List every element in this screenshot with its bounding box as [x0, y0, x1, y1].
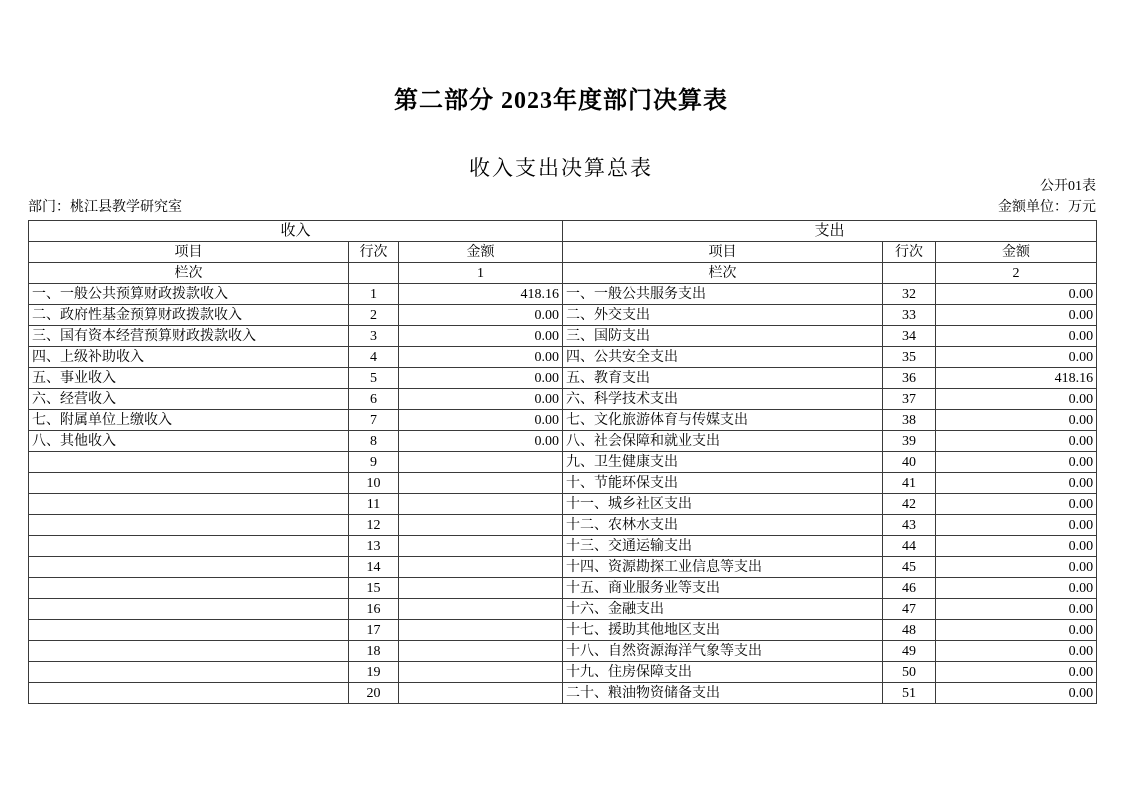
expenditure-amount-header: 金额	[936, 242, 1097, 263]
expenditure-amount-cell: 0.00	[936, 347, 1097, 368]
expenditure-amount-cell: 0.00	[936, 515, 1097, 536]
income-item-cell	[29, 662, 349, 683]
income-item-cell: 三、国有资本经营预算财政拨款收入	[29, 326, 349, 347]
expenditure-rowno-cell: 33	[883, 305, 936, 326]
income-item-cell	[29, 494, 349, 515]
income-item-cell: 四、上级补助收入	[29, 347, 349, 368]
income-amount-cell	[399, 473, 563, 494]
income-amount-cell	[399, 536, 563, 557]
income-rowno-cell: 14	[349, 557, 399, 578]
table-meta-row	[28, 199, 1096, 216]
income-rowno-cell: 5	[349, 368, 399, 389]
expenditure-rowno-cell: 43	[883, 515, 936, 536]
income-amount-cell: 0.00	[399, 305, 563, 326]
income-item-cell	[29, 452, 349, 473]
expenditure-amount-cell: 0.00	[936, 578, 1097, 599]
table-row	[29, 347, 1097, 368]
income-rowno-cell: 15	[349, 578, 399, 599]
table-row	[29, 641, 1097, 662]
expenditure-item-cell: 十八、自然资源海洋气象等支出	[563, 641, 883, 662]
expenditure-rowno-cell: 40	[883, 452, 936, 473]
income-amount-cell	[399, 578, 563, 599]
page-title: 第二部分 2023年度部门决算表	[394, 88, 728, 114]
expenditure-item-cell: 十六、金融支出	[563, 599, 883, 620]
income-rowno-cell: 9	[349, 452, 399, 473]
form-code-label: 公开01表	[1040, 179, 1096, 194]
income-index-label: 栏次	[29, 263, 349, 284]
expenditure-item-cell: 一、一般公共服务支出	[563, 284, 883, 305]
expenditure-rowno-cell: 41	[883, 473, 936, 494]
table-row	[29, 620, 1097, 641]
income-amount-cell: 0.00	[399, 326, 563, 347]
income-rowno-cell: 12	[349, 515, 399, 536]
expenditure-rowno-cell: 49	[883, 641, 936, 662]
income-rowno-cell: 17	[349, 620, 399, 641]
expenditure-amount-cell: 0.00	[936, 683, 1097, 704]
expenditure-rowno-cell: 50	[883, 662, 936, 683]
income-amount-cell: 0.00	[399, 368, 563, 389]
income-amount-cell	[399, 641, 563, 662]
table-row	[29, 431, 1097, 452]
expenditure-amount-cell: 418.16	[936, 368, 1097, 389]
table-row	[29, 284, 1097, 305]
income-item-cell: 七、附属单位上缴收入	[29, 410, 349, 431]
income-amount-cell	[399, 662, 563, 683]
expenditure-rowno-cell: 35	[883, 347, 936, 368]
expenditure-item-cell: 二十、粮油物资储备支出	[563, 683, 883, 704]
income-item-cell	[29, 641, 349, 662]
expenditure-amount-cell: 0.00	[936, 557, 1097, 578]
table-row	[29, 305, 1097, 326]
income-item-cell	[29, 515, 349, 536]
expenditure-item-cell: 十二、农林水支出	[563, 515, 883, 536]
income-index-number: 1	[399, 263, 563, 284]
income-item-cell: 五、事业收入	[29, 368, 349, 389]
table-title: 收入支出决算总表	[469, 156, 653, 180]
column-header-row	[29, 242, 1097, 263]
income-item-cell	[29, 557, 349, 578]
expenditure-amount-cell: 0.00	[936, 599, 1097, 620]
expenditure-item-cell: 九、卫生健康支出	[563, 452, 883, 473]
expenditure-section-header: 支出	[563, 221, 1097, 242]
expenditure-index-number: 2	[936, 263, 1097, 284]
income-rowno-cell: 7	[349, 410, 399, 431]
table-row	[29, 473, 1097, 494]
expenditure-item-cell: 十九、住房保障支出	[563, 662, 883, 683]
income-rowno-cell: 19	[349, 662, 399, 683]
expenditure-rowno-cell: 32	[883, 284, 936, 305]
income-rowno-cell: 11	[349, 494, 399, 515]
income-amount-cell: 0.00	[399, 389, 563, 410]
income-rowno-cell: 6	[349, 389, 399, 410]
expenditure-item-cell: 七、文化旅游体育与传媒支出	[563, 410, 883, 431]
expenditure-item-cell: 十一、城乡社区支出	[563, 494, 883, 515]
table-row	[29, 494, 1097, 515]
table-body	[29, 284, 1097, 704]
income-item-cell	[29, 578, 349, 599]
income-item-cell	[29, 599, 349, 620]
expenditure-item-cell: 八、社会保障和就业支出	[563, 431, 883, 452]
expenditure-rowno-cell: 45	[883, 557, 936, 578]
expenditure-amount-cell: 0.00	[936, 620, 1097, 641]
income-item-cell: 六、经营收入	[29, 389, 349, 410]
unit-label: 金额单位：万元	[998, 200, 1096, 215]
table-row	[29, 683, 1097, 704]
income-rowno-cell: 10	[349, 473, 399, 494]
expenditure-rowno-cell: 47	[883, 599, 936, 620]
section-header-row	[29, 221, 1097, 242]
expenditure-item-cell: 三、国防支出	[563, 326, 883, 347]
expenditure-item-cell: 五、教育支出	[563, 368, 883, 389]
expenditure-amount-cell: 0.00	[936, 536, 1097, 557]
expenditure-rowno-header: 行次	[883, 242, 936, 263]
table-row	[29, 662, 1097, 683]
table-row	[29, 557, 1097, 578]
income-rowno-cell: 18	[349, 641, 399, 662]
table-row	[29, 389, 1097, 410]
expenditure-amount-cell: 0.00	[936, 473, 1097, 494]
expenditure-item-cell: 二、外交支出	[563, 305, 883, 326]
income-item-cell	[29, 620, 349, 641]
expenditure-item-cell: 十、节能环保支出	[563, 473, 883, 494]
expenditure-item-cell: 十七、援助其他地区支出	[563, 620, 883, 641]
income-item-cell	[29, 473, 349, 494]
table-row	[29, 410, 1097, 431]
expenditure-amount-cell: 0.00	[936, 452, 1097, 473]
expenditure-rowno-cell: 36	[883, 368, 936, 389]
income-amount-cell	[399, 599, 563, 620]
income-amount-cell	[399, 515, 563, 536]
income-item-cell: 八、其他收入	[29, 431, 349, 452]
expenditure-item-cell: 十五、商业服务业等支出	[563, 578, 883, 599]
income-item-cell	[29, 683, 349, 704]
expenditure-index-rowno-blank	[883, 263, 936, 284]
income-item-header: 项目	[29, 242, 349, 263]
table-row	[29, 599, 1097, 620]
income-item-cell: 一、一般公共预算财政拨款收入	[29, 284, 349, 305]
expenditure-amount-cell: 0.00	[936, 641, 1097, 662]
income-rowno-cell: 2	[349, 305, 399, 326]
column-index-row	[29, 263, 1097, 284]
expenditure-rowno-cell: 46	[883, 578, 936, 599]
income-item-cell	[29, 536, 349, 557]
expenditure-item-cell: 四、公共安全支出	[563, 347, 883, 368]
income-item-cell: 二、政府性基金预算财政拨款收入	[29, 305, 349, 326]
table-row	[29, 452, 1097, 473]
expenditure-item-cell: 六、科学技术支出	[563, 389, 883, 410]
income-amount-header: 金额	[399, 242, 563, 263]
table-row	[29, 368, 1097, 389]
income-amount-cell	[399, 494, 563, 515]
income-amount-cell: 418.16	[399, 284, 563, 305]
income-rowno-cell: 4	[349, 347, 399, 368]
table-row	[29, 578, 1097, 599]
income-amount-cell: 0.00	[399, 431, 563, 452]
income-amount-cell	[399, 683, 563, 704]
income-rowno-cell: 3	[349, 326, 399, 347]
table-row	[29, 515, 1097, 536]
expenditure-amount-cell: 0.00	[936, 431, 1097, 452]
income-amount-cell	[399, 557, 563, 578]
expenditure-amount-cell: 0.00	[936, 305, 1097, 326]
expenditure-amount-cell: 0.00	[936, 284, 1097, 305]
income-rowno-cell: 16	[349, 599, 399, 620]
expenditure-item-cell: 十四、资源勘探工业信息等支出	[563, 557, 883, 578]
expenditure-rowno-cell: 42	[883, 494, 936, 515]
income-amount-cell	[399, 452, 563, 473]
expenditure-index-label: 栏次	[563, 263, 883, 284]
income-index-rowno-blank	[349, 263, 399, 284]
expenditure-amount-cell: 0.00	[936, 410, 1097, 431]
expenditure-rowno-cell: 37	[883, 389, 936, 410]
department-label: 部门：桃江县教学研究室	[28, 200, 182, 215]
expenditure-amount-cell: 0.00	[936, 389, 1097, 410]
expenditure-amount-cell: 0.00	[936, 494, 1097, 515]
table-row	[29, 536, 1097, 557]
expenditure-item-cell: 十三、交通运输支出	[563, 536, 883, 557]
table-row	[29, 326, 1097, 347]
expenditure-amount-cell: 0.00	[936, 326, 1097, 347]
income-rowno-cell: 13	[349, 536, 399, 557]
expenditure-rowno-cell: 34	[883, 326, 936, 347]
income-amount-cell	[399, 620, 563, 641]
income-rowno-cell: 1	[349, 284, 399, 305]
income-rowno-cell: 8	[349, 431, 399, 452]
income-section-header: 收入	[29, 221, 563, 242]
budget-summary-table	[28, 220, 1097, 704]
expenditure-rowno-cell: 48	[883, 620, 936, 641]
income-amount-cell: 0.00	[399, 410, 563, 431]
expenditure-item-header: 项目	[563, 242, 883, 263]
expenditure-rowno-cell: 51	[883, 683, 936, 704]
income-rowno-cell: 20	[349, 683, 399, 704]
expenditure-rowno-cell: 39	[883, 431, 936, 452]
expenditure-amount-cell: 0.00	[936, 662, 1097, 683]
expenditure-rowno-cell: 44	[883, 536, 936, 557]
income-rowno-header: 行次	[349, 242, 399, 263]
expenditure-rowno-cell: 38	[883, 410, 936, 431]
income-amount-cell: 0.00	[399, 347, 563, 368]
